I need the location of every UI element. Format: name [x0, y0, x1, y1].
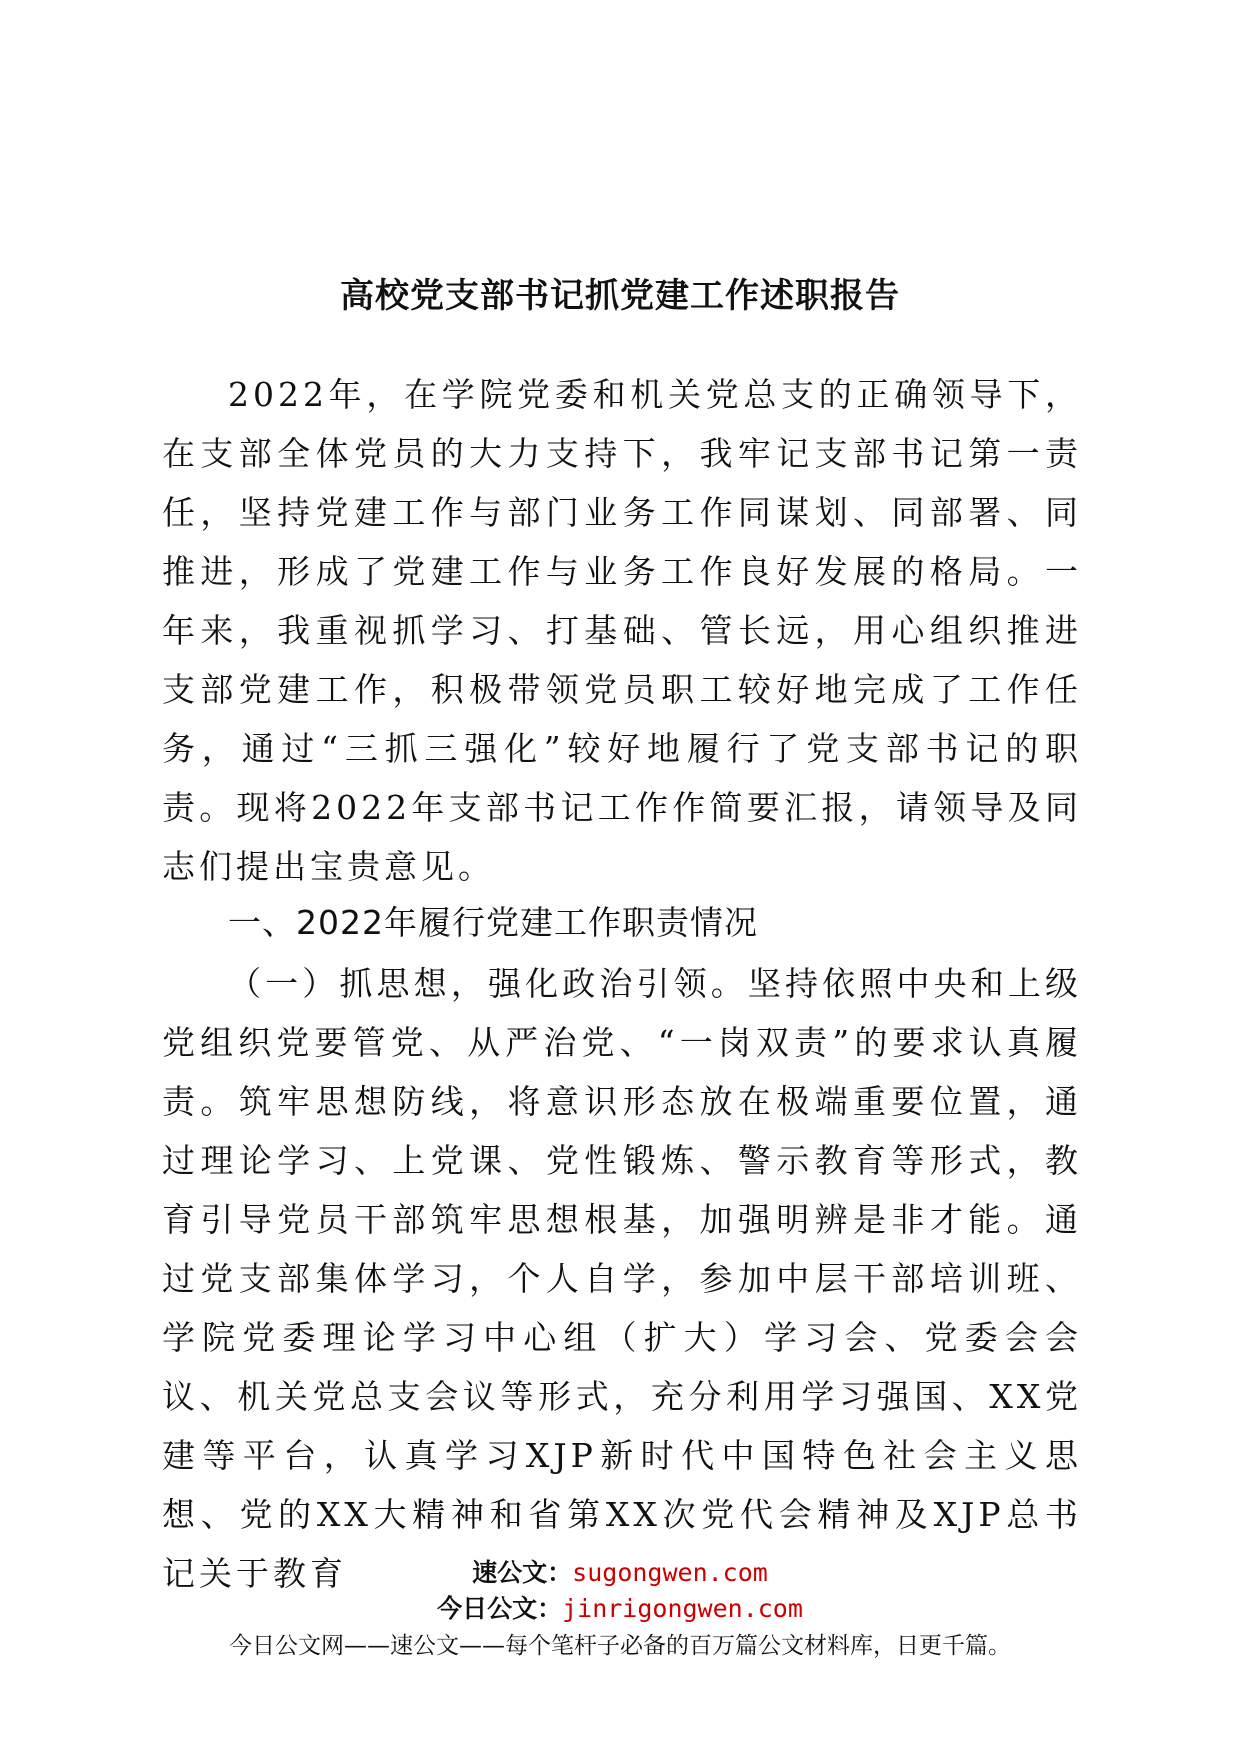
section-paragraph: （一）抓思想，强化政治引领。坚持依照中央和上级党组织党要管党、从严治党、“一岗双责”的要求认真履责。筑牢思想防线，将意识形态放在极端重要位置，通过理论学习、上党课、党性锻炼、警示教育等形式，教育引导党员干部筑牢思想根基，加强明辨是非才能。通过党支部集体学习，个人自学，参加中层干部培训班、学院党委理论学习中心组（扩大）学习会、党委会会议、机关党总支会议等形式，充分利用学习强国、XX党建等平台，认真学习XJP新时代中国特色社会主义思想、党的XX大精神和省第XX次党代会精神及XJP总书记关于教育	[162, 964, 1082, 1593]
intro-paragraph: 2022年，在学院党委和机关党总支的正确领导下，在支部全体党员的大力支持下，我牢记支部书记第一责任，坚持党建工作与部门业务工作同谋划、同部署、同推进，形成了党建工作与业务工作良好发展的格局。一年来，我重视抓学习、打基础、管长远，用心组织推进支部党建工作，积极带领党员职工较好地完成了工作任务，通过“三抓三强化”较好地履行了党支部书记的职责。现将2022年支部书记工作作简要汇报，请领导及同志们提出宝贵意见。	[162, 375, 1082, 886]
footer-label: 今日公文：	[437, 1594, 563, 1623]
footer-label: 速公文：	[472, 1558, 573, 1587]
footer-line-sugongwen	[0, 1553, 1240, 1589]
document-title: 高校党支部书记抓党建工作述职报告	[340, 276, 900, 316]
section-heading: 一、2022年履行党建工作职责情况	[228, 903, 758, 942]
footer-slogan: 今日公文网——速公文——每个笔杆子必备的百万篇公文材料库，日更千篇。	[229, 1633, 1011, 1659]
footer-site-link[interactable]: jinrigongwen.com	[562, 1594, 803, 1623]
footer-line-jinrigongwen	[0, 1589, 1240, 1625]
footer-site-link[interactable]: sugongwen.com	[572, 1558, 768, 1587]
